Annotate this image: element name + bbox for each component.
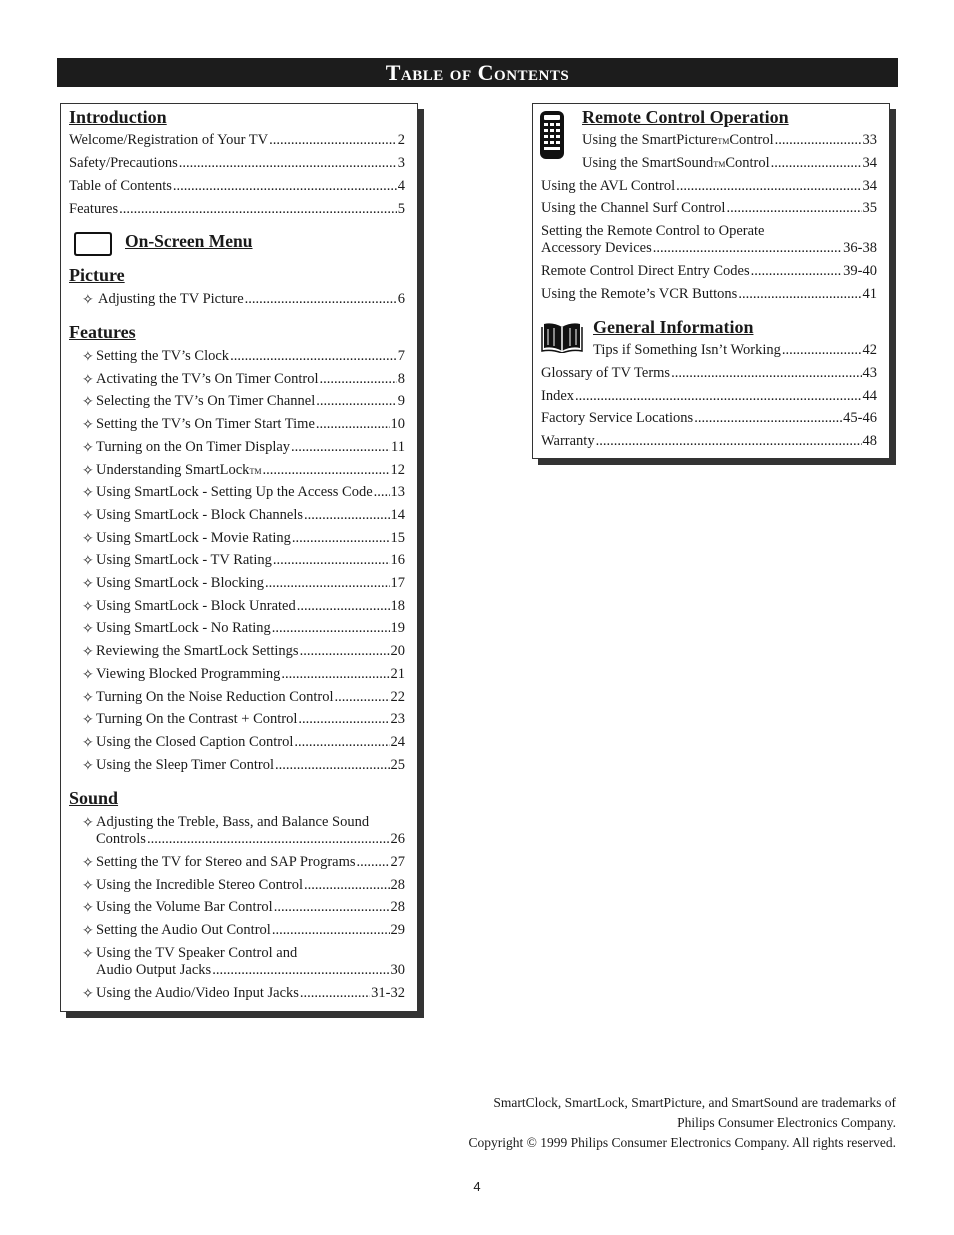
toc-entry-title: Understanding SmartLock — [96, 461, 250, 478]
toc-entry-title: Using SmartLock - Setting Up the Access Code — [96, 484, 373, 501]
toc-entry — [541, 410, 877, 427]
toc-entry-title: Tips if Something Isn’t Working — [593, 342, 781, 358]
toc-entry-title: Using SmartLock - TV Rating — [96, 552, 272, 569]
heading-onscreen-menu: On-Screen Menu — [125, 231, 253, 251]
bullet-icon: ✧ — [82, 878, 94, 894]
toc-entry — [96, 484, 405, 501]
toc-entry-page: 6 — [397, 291, 405, 307]
toc-entry — [96, 666, 405, 683]
dot-leader — [173, 178, 397, 195]
dot-leader — [300, 985, 370, 1002]
toc-entry-page: 17 — [390, 575, 405, 591]
dot-leader — [304, 507, 389, 524]
toc-entry-title: Remote Control Direct Entry Codes — [541, 263, 750, 279]
dot-leader — [726, 200, 861, 217]
toc-entry-title: Selecting the TV’s On Timer Channel — [96, 393, 316, 410]
bullet-icon: ✧ — [82, 667, 94, 683]
toc-entry — [96, 439, 405, 456]
toc-entry-title: Glossary of TV Terms — [541, 364, 671, 381]
toc-entry-page: 2 — [397, 132, 405, 148]
bullet-icon: ✧ — [82, 735, 94, 751]
toc-entry-title: Using the SmartSound — [582, 154, 714, 171]
toc-entry-title: Table of Contents — [69, 178, 172, 194]
dot-leader — [297, 598, 390, 615]
toc-entry-title: Using the Sleep Timer Control — [96, 756, 275, 773]
toc-entry-page: 31-32 — [371, 984, 405, 1001]
toc-entry — [541, 388, 877, 405]
toc-entry — [96, 922, 405, 939]
dot-leader — [575, 388, 861, 405]
dot-leader — [273, 552, 390, 569]
toc-entry — [541, 286, 877, 303]
toc-entry — [69, 178, 405, 195]
toc-entry — [69, 132, 405, 149]
toc-entry-page: 41 — [862, 285, 877, 302]
toc-entry-title: Adjusting the TV Picture — [98, 291, 244, 307]
bullet-icon: ✧ — [82, 350, 94, 365]
dot-leader — [291, 439, 390, 456]
dot-leader — [245, 291, 397, 308]
toc-entry-title: Setting the TV for Stereo and SAP Programs — [96, 853, 356, 870]
bullet-icon: ✧ — [82, 986, 94, 1002]
toc-entry-page: 43 — [862, 364, 877, 381]
toc-entry — [96, 985, 405, 1002]
toc-entry-title: Using the Volume Bar Control — [96, 899, 273, 916]
toc-entry-page: 19 — [390, 620, 405, 637]
open-book-icon — [541, 321, 583, 353]
toc-entry-page: 27 — [390, 853, 405, 870]
bullet-icon: ✧ — [82, 554, 94, 570]
dot-leader — [335, 689, 390, 706]
toc-entry-page: 26 — [390, 831, 405, 847]
toc-entry-title: Activating the TV’s On Timer Control — [96, 370, 319, 387]
trademark-footer — [469, 1093, 896, 1153]
dot-leader — [274, 899, 390, 916]
toc-entry — [96, 899, 405, 916]
bullet-icon: ✧ — [82, 440, 94, 456]
dot-leader — [294, 734, 389, 751]
toc-entry — [96, 575, 405, 592]
toc-entry-page: 24 — [390, 733, 405, 750]
toc-entry — [96, 348, 405, 365]
toc-entry-title: Setting the TV’s On Timer Start Time — [96, 416, 315, 433]
toc-entry — [96, 416, 405, 433]
toc-entry-page: 36-38 — [843, 240, 877, 257]
toc-entry-line: Setting the Remote Control to Operate — [541, 223, 765, 240]
toc-entry-page: 23 — [390, 711, 405, 728]
toc-entry-title: Using the Remote’s VCR Buttons — [541, 285, 738, 302]
toc-entry-page: 7 — [397, 348, 405, 364]
toc-entry-page: 20 — [390, 643, 405, 660]
dot-leader — [281, 666, 389, 683]
heading-introduction: Introduction — [69, 107, 167, 127]
dot-leader — [775, 132, 862, 149]
toc-entry-page: 29 — [390, 922, 405, 939]
toc-entry-title-rest: Control — [729, 132, 774, 148]
footer-line-2: Philips Consumer Electronics Company. — [677, 1115, 896, 1130]
toc-entry-title: Safety/Precautions — [69, 155, 178, 171]
dot-leader — [676, 178, 861, 195]
toc-entry-page: 9 — [397, 393, 405, 410]
remote-control-icon — [539, 110, 565, 160]
dot-leader — [265, 575, 390, 592]
toc-entry: Using the SmartSound TM Control ..... 34 — [582, 155, 877, 172]
toc-entry-title-rest: Control — [725, 154, 770, 171]
dot-leader — [751, 263, 843, 280]
toc-entry-title: Using the Closed Caption Control — [96, 733, 294, 750]
toc-entry — [541, 200, 877, 217]
bullet-icon: ✧ — [82, 645, 94, 661]
toc-entry-title: Audio Output Jacks — [96, 962, 212, 978]
dot-leader — [300, 643, 390, 660]
toc-entry-page: 10 — [390, 416, 405, 433]
footer-line-1: SmartClock, SmartLock, SmartPicture, and SmartSound are trademarks of — [493, 1095, 896, 1110]
toc-entry-title: Using the Channel Surf Control — [541, 200, 726, 217]
footer-line-3: Copyright © 1999 Philips Consumer Electronics Company. All rights reserved. — [468, 1135, 896, 1150]
toc-entry-page: 13 — [390, 484, 405, 501]
dot-leader — [694, 410, 842, 427]
toc-entry — [96, 530, 405, 547]
toc-entry-title: Setting the Audio Out Control — [96, 922, 271, 939]
toc-entry-page: 25 — [390, 756, 405, 773]
toc-entry — [96, 757, 405, 774]
page-number: 4 — [473, 1179, 481, 1194]
toc-entry — [96, 854, 405, 871]
toc-entry-page: 22 — [390, 688, 405, 705]
toc-entry-title: Setting the TV’s Clock — [96, 348, 230, 364]
toc-entry-page: 14 — [390, 506, 405, 523]
dot-leader — [596, 433, 862, 450]
dot-leader — [179, 155, 397, 172]
toc-entry-title: Using the Audio/Video Input Jacks — [96, 984, 299, 1001]
toc-entry — [593, 342, 877, 359]
bullet-icon: ✧ — [82, 486, 94, 502]
toc-entry — [96, 643, 405, 660]
bullet-icon: ✧ — [82, 901, 94, 917]
toc-entry — [96, 877, 405, 894]
bullet-icon: ✧ — [82, 599, 94, 615]
toc-entry-title: Features — [69, 201, 119, 217]
bullet-icon: ✧ — [82, 508, 94, 524]
tv-icon — [74, 231, 112, 257]
toc-entry — [96, 507, 405, 524]
toc-entry-title: Using SmartLock - Blocking — [96, 575, 264, 591]
toc-entry-page: 42 — [862, 342, 877, 358]
dot-leader — [147, 831, 390, 848]
dot-leader — [671, 365, 861, 382]
toc-entry-page: 30 — [390, 962, 405, 978]
toc-entry-page: 4 — [397, 178, 405, 194]
toc-entry-title: Using SmartLock - Movie Rating — [96, 529, 291, 546]
toc-entry-page: 5 — [397, 201, 405, 217]
toc-entry-page: 18 — [390, 597, 405, 614]
dot-leader — [230, 348, 397, 365]
toc-entry-page: 28 — [390, 876, 405, 893]
toc-entry-title: Using SmartLock - No Rating — [96, 620, 271, 637]
toc-entry-page: 8 — [397, 370, 405, 387]
dot-leader — [275, 757, 389, 774]
dot-leader — [292, 530, 390, 547]
toc-entry-title: Warranty — [541, 433, 595, 450]
dot-leader — [357, 854, 390, 871]
dot-leader — [782, 342, 862, 359]
toc-entry — [96, 393, 405, 410]
bullet-icon: ✧ — [82, 713, 94, 729]
toc-entry-page: 35 — [862, 200, 877, 217]
toc-entry-page: 15 — [390, 529, 405, 546]
toc-entry-title: Turning on the On Timer Display — [96, 438, 291, 455]
dot-leader — [316, 393, 397, 410]
toc-entry: Understanding SmartLock TM ..... 12 — [96, 462, 405, 479]
toc-entry: Using the SmartPicture TM Control ..... 33 — [582, 132, 877, 149]
bullet-icon: ✧ — [82, 463, 94, 479]
dot-leader — [304, 877, 390, 894]
dot-leader — [272, 922, 390, 939]
dot-leader — [653, 240, 842, 257]
toc-entry-page: 39-40 — [843, 263, 877, 279]
bullet-icon: ✧ — [82, 758, 94, 774]
toc-entry-title: Reviewing the SmartLock Settings — [96, 643, 299, 660]
toc-entry-line: Adjusting the Treble, Bass, and Balance Sound — [96, 814, 370, 830]
dot-leader — [374, 484, 390, 501]
dot-leader — [272, 620, 390, 637]
bullet-icon: ✧ — [82, 947, 94, 962]
toc-entry-page: 16 — [390, 552, 405, 569]
toc-entry-title: Welcome/Registration of Your TV — [69, 132, 269, 148]
toc-entry — [98, 291, 405, 308]
heading-features: Features — [69, 322, 136, 342]
toc-entry — [96, 552, 405, 569]
toc-entry-title: Controls — [96, 831, 146, 847]
dot-leader — [269, 132, 397, 149]
toc-entry — [96, 689, 405, 706]
bullet-icon: ✧ — [82, 690, 94, 706]
toc-entry — [541, 365, 877, 382]
toc-entry-page: 34 — [862, 154, 877, 171]
bullet-icon: ✧ — [82, 855, 94, 871]
toc-entry — [541, 433, 877, 450]
toc-entry-page: 12 — [390, 461, 405, 478]
toc-entry-title: Turning On the Noise Reduction Control — [96, 688, 334, 705]
toc-entry — [96, 711, 405, 728]
toc-entry-line: Using the TV Speaker Control and — [96, 945, 298, 961]
toc-entry-title: Accessory Devices — [541, 240, 652, 257]
toc-entry-page: 21 — [390, 665, 405, 682]
dot-leader — [212, 962, 389, 979]
toc-entry — [96, 962, 405, 979]
toc-entry — [69, 155, 405, 172]
toc-entry-title: Using SmartLock - Block Unrated — [96, 597, 296, 614]
toc-entry — [96, 734, 405, 751]
dot-leader — [771, 155, 862, 172]
toc-entry — [96, 831, 405, 848]
toc-entry — [96, 598, 405, 615]
dot-leader — [262, 462, 389, 479]
toc-entry-title: Factory Service Locations — [541, 410, 694, 427]
heading-remote-control: Remote Control Operation — [582, 107, 789, 127]
bullet-icon: ✧ — [82, 395, 94, 411]
bullet-icon: ✧ — [82, 577, 94, 592]
bullet-icon: ✧ — [82, 622, 94, 638]
toc-entry-title: Viewing Blocked Programming — [96, 665, 281, 682]
dot-leader — [298, 711, 389, 728]
toc-entry-page: 28 — [390, 899, 405, 916]
toc-entry — [96, 371, 405, 388]
toc-entry-page: 48 — [862, 433, 877, 450]
toc-entry — [541, 178, 877, 195]
bullet-icon: ✧ — [82, 293, 94, 308]
toc-entry-page: 45-46 — [843, 410, 877, 427]
toc-entry — [541, 240, 877, 257]
toc-entry-page: 34 — [862, 177, 877, 194]
toc-entry-page: 44 — [862, 387, 877, 404]
dot-leader — [119, 201, 397, 218]
toc-entry-page: 3 — [397, 155, 405, 171]
toc-entry-title: Using SmartLock - Block Channels — [96, 506, 304, 523]
heading-picture: Picture — [69, 265, 125, 285]
toc-entry — [69, 201, 405, 218]
left-toc-box — [60, 103, 418, 1012]
toc-entry-title: Using the Incredible Stereo Control — [96, 876, 303, 893]
heading-general-information: General Information — [593, 317, 754, 337]
toc-entry-title: Index — [541, 387, 575, 404]
bullet-icon: ✧ — [82, 531, 94, 547]
page-title: Table of Contents — [57, 58, 898, 87]
toc-entry-title: Using the AVL Control — [541, 177, 676, 194]
toc-entry-page: 11 — [391, 438, 405, 455]
toc-entry-page: 33 — [862, 132, 877, 148]
bullet-icon: ✧ — [82, 816, 94, 831]
heading-sound: Sound — [69, 788, 119, 808]
toc-entry-title: Turning On the Contrast + Control — [96, 711, 298, 728]
right-toc-box — [532, 103, 890, 459]
bullet-icon: ✧ — [82, 418, 94, 434]
bullet-icon: ✧ — [82, 372, 94, 388]
dot-leader — [319, 371, 396, 388]
dot-leader — [316, 416, 390, 433]
toc-entry-title: Using the SmartPicture — [582, 132, 718, 148]
bullet-icon: ✧ — [82, 924, 94, 940]
dot-leader — [738, 286, 861, 303]
toc-entry — [96, 620, 405, 637]
toc-entry — [541, 263, 877, 280]
